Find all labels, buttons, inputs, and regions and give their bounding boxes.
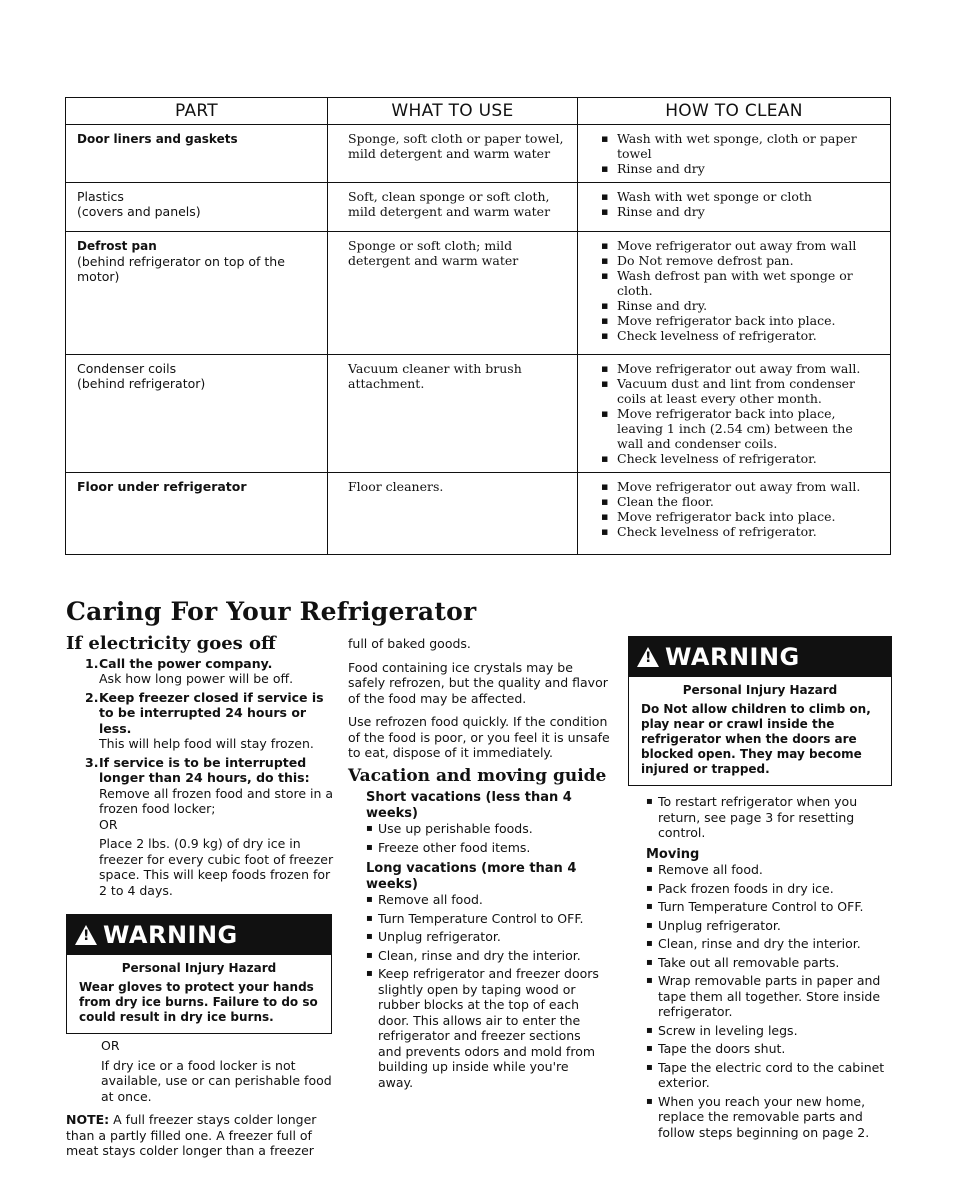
- list-item: ▪ When you reach your new home, replace the removable parts and follow steps beginning on page 2.: [646, 1094, 894, 1141]
- list-item: ▪ Turn Temperature Control to OFF.: [366, 911, 614, 927]
- vacation-title: Vacation and moving guide: [348, 765, 607, 786]
- row-part: [66, 355, 328, 472]
- or-label: OR: [101, 1038, 120, 1053]
- electricity-steps: [66, 656, 336, 899]
- list-item: ▪ Move refrigerator out away from wall.: [601, 479, 880, 494]
- note-label: NOTE:: [66, 1112, 110, 1127]
- step-text: This will help food will stay frozen.: [99, 736, 314, 751]
- row-clean: [578, 355, 890, 472]
- list-item: ▪ Rinse and dry.: [601, 298, 880, 313]
- step-heading: Keep freezer closed if service is to be interrupted 24 hours or less.: [99, 689, 324, 736]
- list-item: ▪ Remove all food.: [366, 892, 614, 908]
- row-use: Floor cleaners.: [328, 473, 578, 554]
- warning-triangle-icon: !: [637, 647, 659, 667]
- table-row: [66, 473, 890, 554]
- warning-banner: [629, 637, 891, 677]
- part-sub: (behind refrigerator on top of the motor): [77, 254, 285, 284]
- warning-text: Do Not allow children to climb on, play near or crawl inside the refrigerator when the doors are blocked open. They may become injured or trapped.: [641, 702, 871, 776]
- table-row: [66, 125, 890, 183]
- warning-text: Wear gloves to protect your hands from dry ice burns. Failure to do so could result in dry ice burns.: [79, 980, 318, 1024]
- row-use: Sponge, soft cloth or paper towel, mild detergent and warm water: [328, 125, 578, 182]
- step-item: [66, 656, 336, 687]
- list-item: ▪ Check levelness of refrigerator.: [601, 524, 880, 539]
- note-paragraph: [66, 1112, 336, 1159]
- header-how-to-clean: HOW TO CLEAN: [665, 101, 803, 121]
- list-item: ▪ Move refrigerator back into place.: [601, 313, 880, 328]
- moving-title: Moving: [646, 846, 700, 862]
- refrozen-text: Use refrozen food quickly. If the condition of the food is poor, or you feel it is unsafe to eat, dispose of it immediately.: [348, 714, 610, 760]
- warning-label: WARNING: [103, 921, 238, 949]
- row-clean: [578, 473, 890, 554]
- list-item: ▪ Move refrigerator back into place.: [601, 509, 880, 524]
- list-item: ▪ Remove all food.: [646, 862, 894, 878]
- warning-banner: [67, 915, 331, 955]
- or-label: OR: [99, 816, 118, 832]
- list-item: ▪ Wash defrost pan with wet sponge or cloth.: [601, 268, 880, 298]
- header-what-to-use: WHAT TO USE: [328, 98, 578, 124]
- list-item: ▪ Rinse and dry: [601, 161, 880, 176]
- list-item: ▪ Move refrigerator out away from wall: [601, 238, 880, 253]
- warning-box-dry-ice: [66, 914, 332, 1034]
- list-item: ▪ Move refrigerator out away from wall.: [601, 361, 880, 376]
- list-item: ▪ Tape the electric cord to the cabinet exterior.: [646, 1060, 894, 1091]
- list-item: ▪ Use up perishable foods.: [366, 821, 614, 837]
- row-part: [66, 183, 328, 231]
- note-text: A full freezer stays colder longer than a partly filled one. A freezer full of meat stays colder longer than a freezer: [66, 1112, 317, 1158]
- list-item: ▪ To restart refrigerator when you return, see page 3 for resetting control.: [646, 794, 894, 841]
- warning-triangle-icon: !: [75, 925, 97, 945]
- list-item: ▪ Move refrigerator back into place, leaving 1 inch (2.54 cm) between the wall and condenser coils.: [601, 406, 880, 451]
- row-clean: [578, 125, 890, 182]
- list-item: ▪ Freeze other food items.: [366, 840, 614, 856]
- list-item: ▪ Pack frozen foods in dry ice.: [646, 881, 894, 897]
- row-use: Vacuum cleaner with brush attachment.: [328, 355, 578, 472]
- list-item: ▪ Wash with wet sponge or cloth: [601, 189, 880, 204]
- list-item: ▪ Clean the floor.: [601, 494, 880, 509]
- row-clean: [578, 232, 890, 354]
- list-item: ▪ Clean, rinse and dry the interior.: [646, 936, 894, 952]
- row-part: [66, 232, 328, 354]
- list-item: ▪ Check levelness of refrigerator.: [601, 328, 880, 343]
- step-text: Remove all frozen food and store in a frozen food locker;: [99, 785, 334, 816]
- warning-box-children: [628, 636, 892, 786]
- or-block: [66, 1038, 336, 1104]
- table-header: [66, 98, 890, 125]
- column-moving: [628, 636, 894, 1143]
- warning-body: [67, 955, 331, 1033]
- warning-label: WARNING: [665, 643, 800, 671]
- part-name: Door liners and gaskets: [77, 132, 238, 146]
- step-item: [66, 690, 336, 752]
- place-text: Place 2 lbs. (0.9 kg) of dry ice in freezer for every cubic foot of freezer space. This will keep foods frozen for 2 to 4 days.: [99, 836, 334, 898]
- step-number: 3.: [85, 754, 99, 770]
- column-vacation: [348, 636, 614, 1093]
- row-use: Sponge or soft cloth; mild detergent and warm water: [328, 232, 578, 354]
- list-item: ▪ Keep refrigerator and freezer doors slightly open by taping wood or rubber blocks at the top of each door. This allows air to enter the refrigerator and freezer sections and prevents odors and mold from building up inside while you're away.: [366, 966, 614, 1090]
- restart-list: [646, 794, 894, 841]
- row-part: [66, 473, 328, 554]
- part-name: Defrost pan: [77, 239, 157, 253]
- list-item: ▪ Check levelness of refrigerator.: [601, 451, 880, 466]
- table-row: [66, 183, 890, 232]
- list-item: ▪ Clean, rinse and dry the interior.: [366, 948, 614, 964]
- crystals-text: Food containing ice crystals may be safely refrozen, but the quality and flavor of the food may be affected.: [348, 659, 608, 706]
- list-item: ▪ Take out all removable parts.: [646, 955, 894, 971]
- list-item: ▪ Do Not remove defrost pan.: [601, 253, 880, 268]
- header-part: PART: [66, 98, 328, 124]
- moving-list: [646, 862, 894, 1140]
- list-item: ▪ Tape the doors shut.: [646, 1041, 894, 1057]
- part-sub: (behind refrigerator): [77, 376, 206, 391]
- part-name: Plastics: [77, 189, 124, 204]
- column-electricity: [66, 633, 336, 1167]
- electricity-title: If electricity goes off: [66, 633, 276, 654]
- warning-title: Personal Injury Hazard: [121, 961, 277, 975]
- long-vacations-title: Long vacations (more than 4 weeks): [366, 861, 577, 892]
- list-item: ▪ Rinse and dry: [601, 204, 880, 219]
- table-row: [66, 232, 890, 355]
- warning-title: Personal Injury Hazard: [682, 683, 838, 697]
- row-part: [66, 125, 328, 182]
- list-item: ▪ Turn Temperature Control to OFF.: [646, 899, 894, 915]
- step-item: [66, 755, 336, 899]
- list-item: ▪ Unplug refrigerator.: [366, 929, 614, 945]
- step-number: 2.: [85, 689, 99, 705]
- row-use: Soft, clean sponge or soft cloth, mild detergent and warm water: [328, 183, 578, 231]
- cleaning-table: [65, 97, 891, 555]
- page-title: Caring For Your Refrigerator: [66, 597, 477, 626]
- part-sub: (covers and panels): [77, 204, 201, 219]
- dry-ice-text: If dry ice or a food locker is not available, use or can perishable food at once.: [101, 1057, 332, 1104]
- step-heading: If service is to be interrupted longer than 24 hours, do this:: [99, 754, 310, 785]
- list-item: ▪ Unplug refrigerator.: [646, 918, 894, 934]
- long-vacations-list: [366, 892, 614, 1090]
- step-number: 1.: [85, 655, 99, 671]
- list-item: ▪ Vacuum dust and lint from condenser coils at least every other month.: [601, 376, 880, 406]
- short-vacations-list: [366, 821, 614, 855]
- list-item: ▪ Wash with wet sponge, cloth or paper towel: [601, 131, 880, 161]
- step-text: Ask how long power will be off.: [99, 671, 294, 686]
- note-continued: full of baked goods.: [348, 636, 471, 651]
- short-vacations-title: Short vacations (less than 4 weeks): [366, 790, 572, 821]
- table-row: [66, 355, 890, 473]
- row-clean: [578, 183, 890, 231]
- part-name: Floor under refrigerator: [77, 479, 247, 494]
- list-item: ▪ Wrap removable parts in paper and tape them all together. Store inside refrigerator.: [646, 973, 894, 1020]
- warning-body: [629, 677, 891, 785]
- step-heading: Call the power company.: [99, 655, 273, 671]
- list-item: ▪ Screw in leveling legs.: [646, 1023, 894, 1039]
- part-name: Condenser coils: [77, 361, 177, 376]
